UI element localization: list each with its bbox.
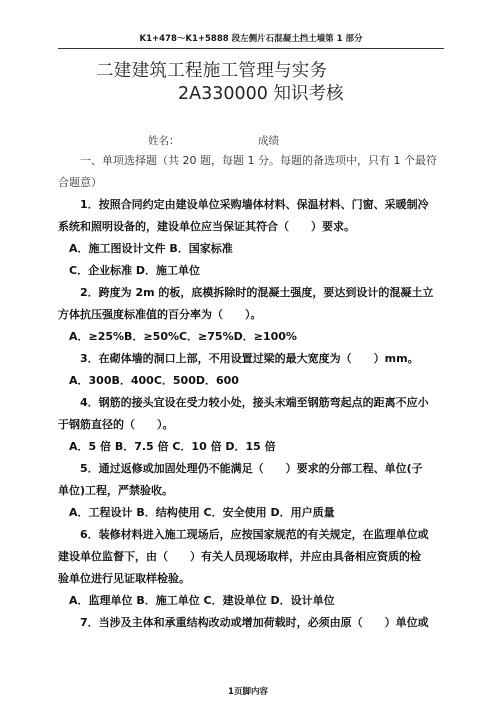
question-6-line: 验单位进行见证取样检验。	[58, 572, 190, 585]
question-6-line: 6．装修材料进入施工现场后，应按国家规范的有关规定，在监理单位或	[80, 528, 429, 541]
question-3-line: 3．在砌体墙的洞口上部，不用设置过梁的最大宽度为（ ）mm。	[80, 352, 419, 365]
question-body	[58, 150, 454, 634]
question-7-line: 7．当涉及主体和承重结构改动或增加荷载时，必须由原（ ）单位或	[80, 616, 429, 629]
section-heading: 一、单项选择题（共 20 题，每题 1 分。每题的备选项中，只有 1 个最符	[80, 154, 437, 167]
name-label: 姓名：	[148, 135, 180, 147]
question-1-option: C．企业标准 D．施工单位	[69, 264, 201, 277]
document-subtitle: 2A330000 知识考核	[178, 84, 344, 104]
section-heading-cont: 合题意）	[58, 176, 102, 189]
question-4-line: 4．钢筋的接头宜设在受力较小处，接头末端至钢筋弯起点的距离不应小	[80, 396, 429, 409]
question-5-option: A．工程设计 B．结构使用 C．安全使用 D．用户质量	[69, 506, 335, 519]
score-label: 成绩	[258, 135, 279, 147]
page-footer: 1页脚内容	[228, 687, 268, 697]
question-2-line: 方体抗压强度标准值的百分率为（ ）。	[58, 308, 262, 321]
question-5-line: 5．通过返修或加固处理仍不能满足（ ）要求的分部工程、单位(子	[80, 462, 423, 475]
question-1-option: A．施工图设计文件 B．国家标准	[69, 242, 233, 255]
question-2-line: 2．跨度为 2m 的板，底模拆除时的混凝土强度，要达到设计的混凝土立	[80, 286, 434, 299]
question-5-line: 单位)工程，严禁验收。	[58, 484, 174, 497]
question-1-line: 系统和照明设备的，建设单位应当保证其符合（ ）要求。	[58, 220, 355, 233]
question-2-option: A．≥25%B．≥50%C．≥75%D．≥100%	[69, 330, 297, 343]
question-6-option: A．监理单位 B．施工单位 C．建设单位 D．设计单位	[69, 594, 335, 607]
question-6-line: 建设单位监督下，由（ ）有关人员现场取样，并应由具备相应资质的检	[58, 550, 421, 563]
question-3-option: A．300B．400C．500D．600	[69, 374, 239, 387]
question-4-option: A．5 倍 B．7.5 倍 C．10 倍 D．15 倍	[69, 440, 276, 453]
document-title: 二建建筑工程施工管理与实务	[96, 61, 328, 81]
running-header: K1+478～K1+5888 段左侧片石混凝土挡土墙第 1 部分	[58, 31, 444, 49]
question-4-line: 于钢筋直径的（ ）。	[58, 418, 174, 431]
question-1-line: 1．按照合同约定由建设单位采购墙体材料、保温材料、门窗、采暖制冷	[80, 198, 429, 211]
